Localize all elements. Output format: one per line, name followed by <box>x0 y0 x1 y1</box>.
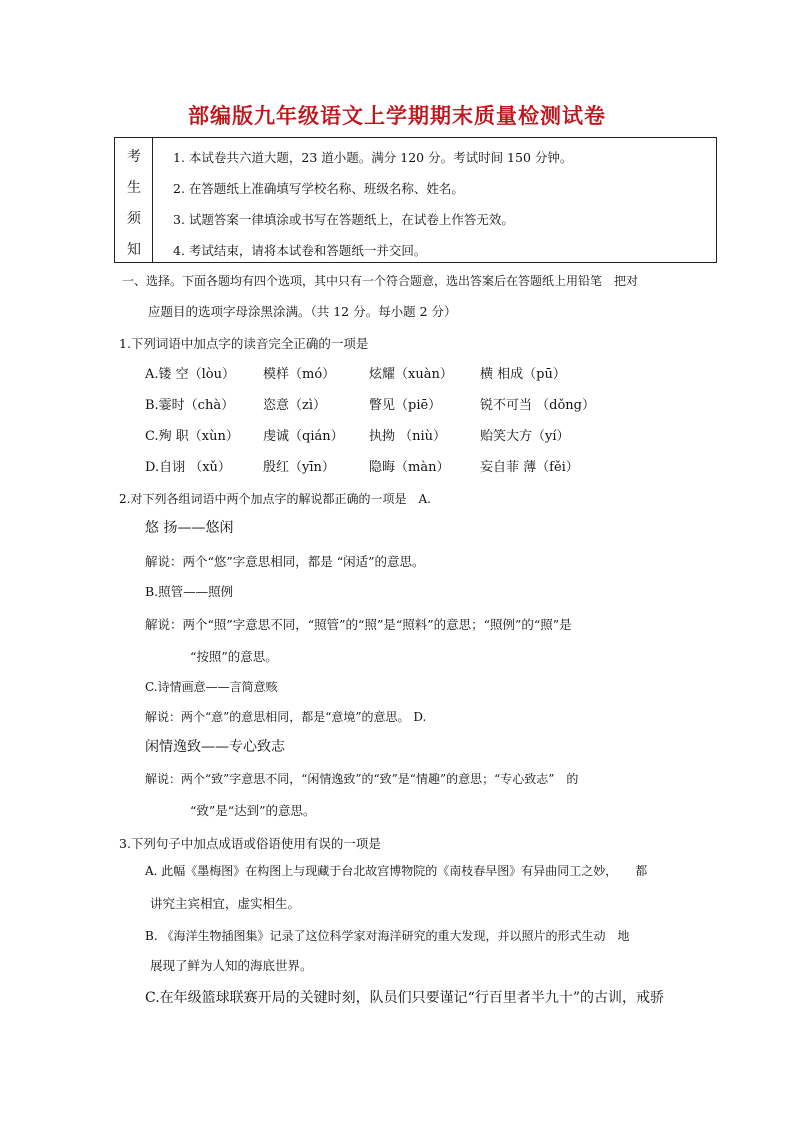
question-stem: 2.对下列各组词语中两个加点字的解说都正确的一项是 A. <box>119 492 431 506</box>
section-heading-cont: 应题目的选项字母涂黑涂满。（共 12 分。每小题 2 分） <box>148 304 457 319</box>
option-c-col3: 执拗 （niù） <box>369 429 447 444</box>
notice-side-char: 考 <box>127 149 141 165</box>
option-a-col3: 炫耀（xuàn） <box>369 367 453 382</box>
notice-side-label <box>115 138 153 262</box>
question-stem: 1.下列词语中加点字的读音完全正确的一项是 <box>119 336 369 351</box>
option-d-col1: D.自诩 （xǔ） <box>145 460 231 475</box>
option-text: C.在年级篮球联赛开局的关键时刻，队员们只要谨记“行百里者半九十”的古训，戒骄 <box>145 990 664 1006</box>
option-b-col4: 锐不可当 （dǒng） <box>480 398 595 413</box>
exam-notice-box <box>114 137 717 263</box>
option-b-col1: B.霎时（chà） <box>145 398 235 413</box>
option-explanation-cont: “致”是“达到”的意思。 <box>190 803 316 818</box>
notice-side-char: 知 <box>127 242 141 258</box>
option-c-col2: 虔诚（qián） <box>263 429 344 444</box>
option-d-col3: 隐晦（màn） <box>369 460 450 475</box>
option-pair: 悠 扬——悠闲 <box>145 520 234 536</box>
section-heading: 一、选择。下面各题均有四个选项，其中只有一个符合题意，选出答案后在答题纸上用铅笔 把对 <box>122 274 639 288</box>
option-c-col4: 贻笑大方（yí） <box>480 429 570 444</box>
option-pair: C.诗情画意——言简意赅 <box>145 680 278 694</box>
option-text: B. 《海洋生物插图集》记录了这位科学家对海洋研究的重大发现，并以照片的形式生动 地 <box>145 929 630 943</box>
question-stem: 3.下列句子中加点成语或俗语使用有误的一项是 <box>119 836 381 851</box>
option-text-cont: 展现了鲜为人知的海底世界。 <box>150 958 313 973</box>
option-pair: 闲情逸致——专心致志 <box>145 739 285 755</box>
option-b-col3: 瞥见（piē） <box>369 398 442 413</box>
option-explanation: 解说：两个“致”字意思不同，“闲情逸致”的“致”是“情趣”的意思；“专心致志” 的 <box>145 772 579 786</box>
option-text-cont: 讲究主宾相宜，虚实相生。 <box>150 896 301 911</box>
notice-item: 2. 在答题纸上准确填写学校名称、班级名称、姓名。 <box>173 181 464 196</box>
option-a-col1: A.镂 空（lòu） <box>145 367 236 382</box>
option-explanation: 解说：两个“悠”字意思相同，都是 “闲适”的意思。 <box>145 554 425 569</box>
option-explanation: 解说：两个“照”字意思不同，“照管”的“照”是“照料”的意思；“照例”的“照”是 <box>145 617 572 632</box>
notice-item: 1. 本试卷共六道大题，23 道小题。满分 120 分。考试时间 150 分钟。 <box>173 150 573 165</box>
option-pair: B.照管——照例 <box>145 584 234 599</box>
option-d-col4: 妄自菲 薄（fěi） <box>480 460 579 475</box>
notice-side-char: 生 <box>127 180 141 196</box>
option-a-col4: 横 相成（pū） <box>480 367 566 382</box>
option-a-col2: 模样（mó） <box>263 367 336 382</box>
notice-side-char: 须 <box>127 211 141 227</box>
option-explanation: 解说：两个“意”的意思相同，都是“意境”的意思。 D. <box>145 710 427 724</box>
page-title: 部编版九年级语文上学期期末质量检测试卷 <box>188 104 606 128</box>
notice-item: 4. 考试结束，请将本试卷和答题纸一并交回。 <box>173 243 427 258</box>
option-explanation-cont: “按照”的意思。 <box>190 649 278 664</box>
option-b-col2: 恣意（zì） <box>263 398 327 413</box>
option-d-col2: 殷红（yīn） <box>263 460 335 475</box>
option-text: A. 此幅《墨梅图》在构图上与现藏于台北故宫博物院的《南枝春早图》有异曲同工之妙， 都 <box>145 864 648 878</box>
option-c-col1: C.殉 职（xùn） <box>145 429 239 444</box>
notice-item: 3. 试题答案一律填涂或书写在答题纸上，在试卷上作答无效。 <box>173 212 514 227</box>
